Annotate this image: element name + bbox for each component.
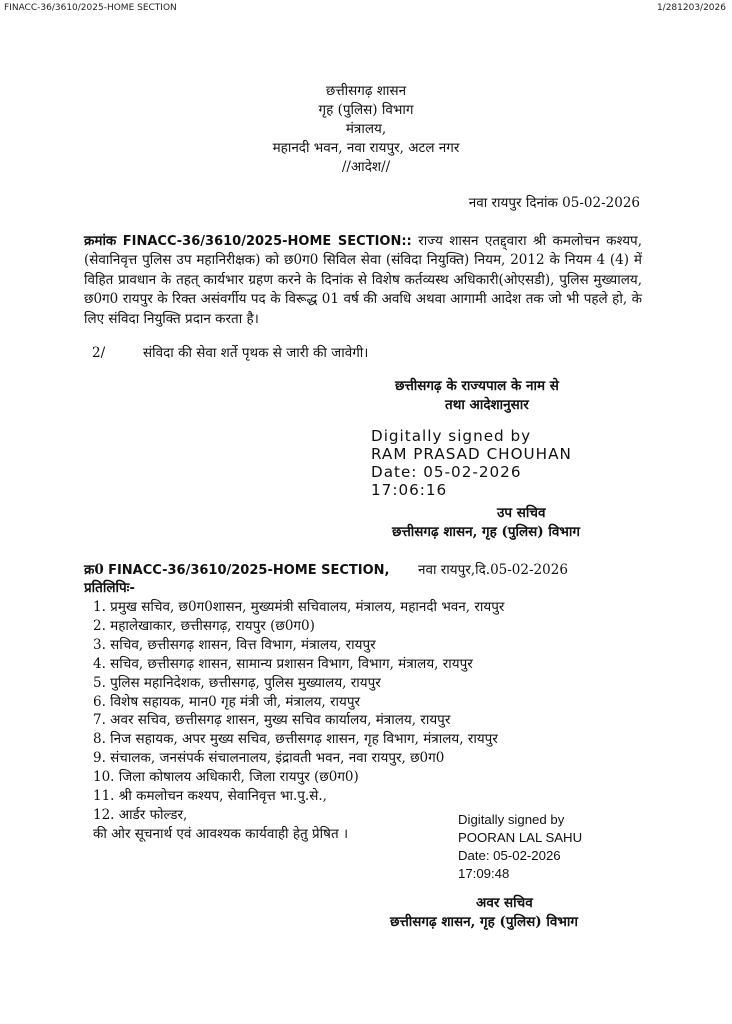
signature2-time: 17:09:48 — [458, 866, 510, 881]
heading-department: गृह (पुलिस) विभाग — [318, 102, 414, 118]
copy-order-date: नवा रायपुर,दि.05-02-2026 — [418, 562, 568, 578]
signature2-signer: POORAN LAL SAHU — [458, 830, 583, 845]
list-item: 9. संचालक, जनसंपर्क संचालनालय, इंद्रावती भवन, नवा रायपुर, छ0ग0 — [93, 750, 445, 767]
list-item: 5. पुलिस महानिदेशक, छत्तीसगढ़, पुलिस मुख्यालय, रायपुर — [93, 674, 381, 691]
list-item: 3. सचिव, छत्तीसगढ़ शासन, वित्त विभाग, मंत्रालय, रायपुर — [93, 636, 376, 653]
list-item: 12. आर्डर फोल्डर, — [93, 806, 188, 823]
list-item: 2. महालेखाकार, छत्तीसगढ़, रायपुर (छ0ग0) — [93, 617, 315, 634]
order-paragraph — [84, 232, 642, 329]
page-header-left: FINACC-36/3610/2025-HOME SECTION — [4, 3, 177, 13]
heading-ministry: मंत्रालय, — [345, 121, 387, 137]
authority-line1: छत्तीसगढ़ के राज्यपाल के नाम से — [395, 378, 559, 394]
signature2-department: छत्तीसगढ़ शासन, गृह (पुलिस) विभाग — [390, 914, 578, 930]
list-item: 1. प्रमुख सचिव, छ0ग0शासन, मुख्यमंत्री सचिवालय, मंत्रालय, महानदी भवन, रायपुर — [93, 599, 505, 615]
signature1-line1: Digitally signed by — [371, 427, 532, 445]
order-prefix: क्रमांक — [84, 233, 117, 249]
list-item: 11. श्री कमलोचन कश्यप, सेवानिवृत्त भा.पु.से., — [93, 788, 327, 805]
signature1-time: 17:06:16 — [371, 481, 448, 499]
signature2-line1: Digitally signed by — [458, 812, 565, 827]
copy-order-prefix: क्र0 — [84, 562, 104, 578]
heading-government: छत्तीसगढ़ शासन — [325, 83, 407, 99]
order-body: राज्य शासन एतद्द्वारा श्री कमलोचन कश्यप,(सेवानिवृत्त पुलिस उप महानिरीक्षक) को छ0ग0 सिविल सेवा (संविदा नियुक्ति) नियम, 2012 के नियम 4 (4) में विहित प्रावधान के तहत् कार्यभार ग्रहण करने के दिनांक से विशेष कर्तव्यस्थ अधिकारी(ओएसडी), पुलिस मुख्यालय, छ0ग0 रायपुर के रिक्त असंवर्गीय पद के विरूद्ध 01 वर्ष की अवधि अथवा आगामी आदेश तक जो भी पहले हो, के लिए संविदा नियुक्ति प्रदान करता है। — [84, 233, 643, 327]
signature1-designation: उप सचिव — [497, 505, 546, 521]
signature1-signer: RAM PRASAD CHOUHAN — [371, 445, 572, 463]
order-date: नवा रायपुर दिनांक 05-02-2026 — [468, 195, 640, 211]
list-item: 10. जिला कोषालय अधिकारी, जिला रायपुर (छ0ग0) — [93, 769, 359, 786]
copy-list — [93, 598, 504, 844]
list-item: 6. विशेष सहायक, मान0 गृह मंत्री जी, मंत्रालय, रायपुर — [93, 693, 361, 710]
copy-list-label: प्रतिलिपिः- — [84, 580, 136, 596]
para2-text: संविदा की सेवा शर्ते पृथक से जारी की जावेगी। — [143, 345, 369, 361]
heading-address: महानदी भवन, नवा रायपुर, अटल नगर — [272, 140, 460, 156]
authority-line2: तथा आदेशानुसार — [445, 397, 529, 413]
copy-order-number: FINACC-36/3610/2025-HOME SECTION, — [108, 563, 390, 578]
list-item: 7. अवर सचिव, छत्तीसगढ़ शासन, मुख्य सचिव कार्यालय, मंत्रालय, रायपुर — [93, 712, 451, 729]
order-number: FINACC-36/3610/2025-HOME SECTION:: — [122, 234, 412, 249]
list-item: 4. सचिव, छत्तीसगढ़ शासन, सामान्य प्रशासन विभाग, विभाग, मंत्रालय, रायपुर — [93, 655, 473, 672]
page-header-right: 1/281203/2026 — [656, 3, 726, 13]
copy-order-ref — [84, 561, 389, 580]
signature1-date: Date: 05-02-2026 — [371, 463, 522, 481]
list-item: 8. निज सहायक, अपर मुख्य सचिव, छत्तीसगढ़ शासन, गृह विभाग, मंत्रालय, रायपुर — [93, 731, 498, 748]
copy-list-closing: की ओर सूचनार्थ एवं आवश्यक कार्यवाही हेतु प्रेषित । — [93, 825, 349, 842]
heading-order-title: //आदेश// — [341, 159, 391, 175]
signature2-designation: अवर सचिव — [476, 895, 533, 911]
signature1-department: छत्तीसगढ़ शासन, गृह (पुलिस) विभाग — [392, 524, 580, 540]
signature2-date: Date: 05-02-2026 — [458, 848, 561, 863]
para2-number: 2/ — [92, 345, 106, 361]
